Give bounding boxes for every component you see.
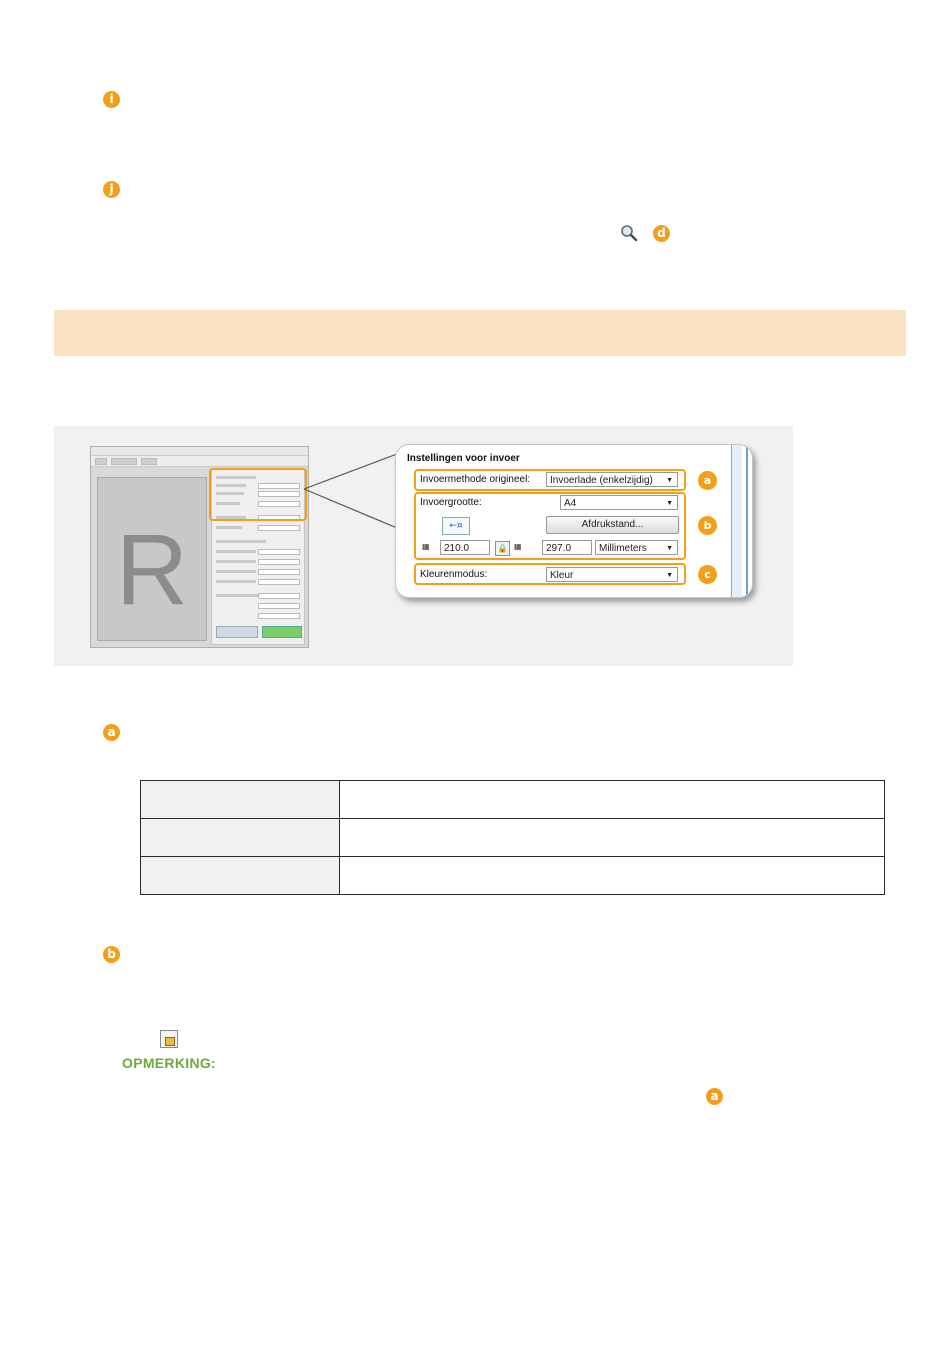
print-orientation-button[interactable]: Afdrukstand... (546, 516, 679, 534)
table-row (141, 819, 885, 857)
color-mode-label: Kleurenmodus: (420, 569, 488, 580)
section-heading-bar (54, 310, 906, 356)
table-row (141, 781, 885, 819)
feed-method-label: Invoermethode origineel: (420, 474, 531, 485)
item-marker-b: b (103, 946, 120, 963)
chevron-down-icon: ▼ (666, 477, 673, 484)
highlight-color-mode (414, 563, 686, 585)
unit-value: Millimeters (599, 543, 647, 554)
table-row (141, 857, 885, 895)
width-input[interactable]: 210.0 (440, 540, 490, 555)
height-icon: ▦ (514, 542, 522, 551)
input-settings-title: Instellingen voor invoer (407, 453, 520, 464)
chevron-down-icon: ▼ (666, 500, 673, 507)
width-icon: ▦ (422, 542, 430, 551)
input-size-label: Invoergrootte: (420, 497, 482, 508)
callout-badge-c: c (698, 565, 717, 584)
step-marker-j: j (103, 181, 120, 198)
color-mode-value: Kleur (550, 570, 574, 581)
reference-marker-a: a (706, 1088, 723, 1105)
lock-aspect-icon[interactable]: 🔒 (495, 541, 510, 556)
step-marker-i: i (103, 91, 120, 108)
note-label: OPMERKING: (122, 1055, 216, 1071)
lock-aspect-icon (160, 1030, 178, 1048)
input-settings-zoom-panel (395, 444, 753, 598)
panel-scrollbar[interactable] (731, 445, 742, 597)
item-marker-a: a (103, 724, 120, 741)
chevron-down-icon: ▼ (666, 545, 673, 552)
scanner-settings-figure (54, 426, 793, 666)
highlight-feed-method (414, 469, 686, 491)
chevron-down-icon: ▼ (666, 572, 673, 579)
reference-marker-d: d (653, 225, 670, 242)
callout-badge-a: a (698, 471, 717, 490)
magnify-icon (620, 224, 638, 242)
preview-letter: R (115, 514, 189, 626)
feed-method-value: Invoerlade (enkelzijdig) (550, 475, 653, 486)
swap-orientation-icon[interactable]: ←¤ (442, 517, 470, 535)
callout-badge-b: b (698, 516, 717, 535)
panel-scroll-accent (746, 445, 748, 597)
input-size-value: A4 (564, 498, 577, 509)
highlight-input-size (414, 492, 686, 560)
height-input[interactable]: 297.0 (542, 540, 592, 555)
feed-method-options-table (140, 780, 885, 895)
